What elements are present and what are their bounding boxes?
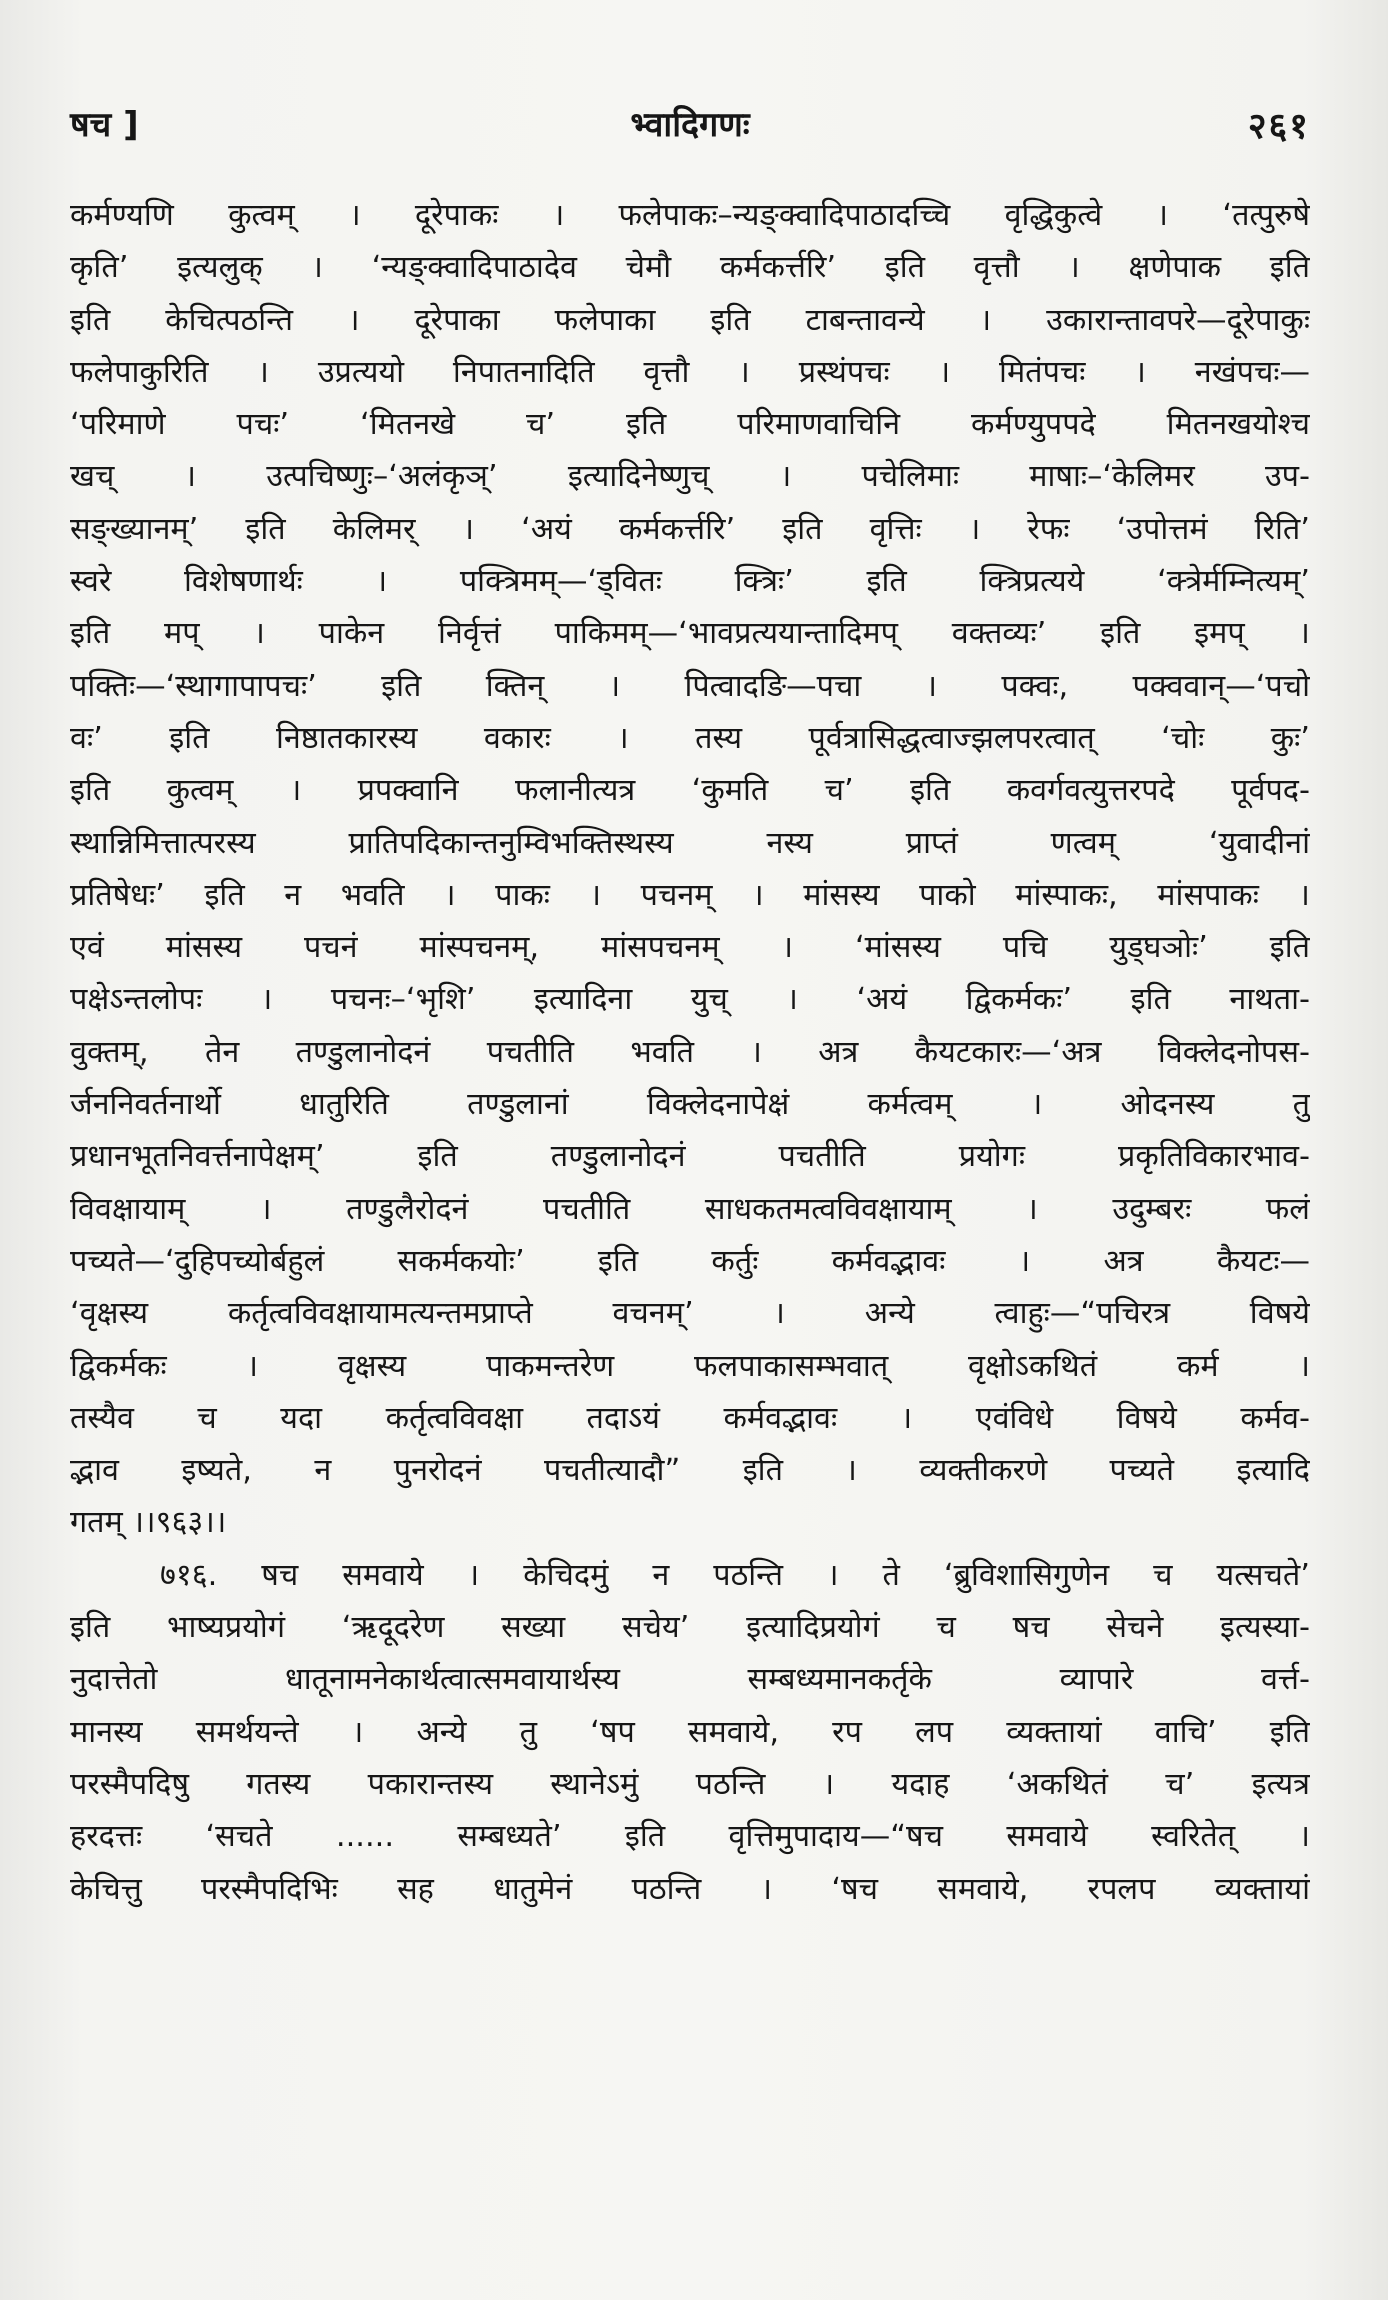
text-line: खच् । उत्पचिष्णुः–‘अलंकृञ्’ इत्यादिनेष्णुच् । पचेलिमाः माषाः–‘केलिमर उप-: [70, 459, 1310, 495]
text-line: वः’ इति निष्ठातकारस्य वकारः । तस्य पूर्वत्रासिद्धत्वाज्झलपरत्वात् ‘चोः कुः’: [70, 720, 1310, 756]
header-section-title: भ्वादिगणः: [630, 105, 750, 145]
text-line: गतम् ।।९६३।।: [70, 1505, 227, 1541]
text-line: ‘परिमाणे पचः’ ‘मितनखे च’ इति परिमाणवाचिनि कर्मण्युपपदे मितनखयोश्च: [70, 407, 1310, 443]
text-line: इति कुत्वम् । प्रपक्वानि फलानीत्यत्र ‘कुमति च’ इति कवर्गवत्युत्तरपदे पूर्वपद-: [70, 773, 1310, 809]
text-line: पक्तिः—‘स्थागापापचः’ इति क्तिन् । पित्वादङि—पचा । पक्वः, पक्ववान्—‘पचो: [70, 668, 1310, 704]
text-line: एवं मांसस्य पचनं मांस्पचनम्, मांसपचनम् । ‘मांसस्य पचि युड्घञोः’ इति: [70, 930, 1310, 966]
text-line: विवक्षायाम् । तण्डुलैरोदनं पचतीति साधकतमत्वविवक्षायाम् । उदुम्बरः फलं: [70, 1191, 1310, 1227]
text-line: र्जननिवर्तनार्थो धातुरिति तण्डुलानां विक्लेदनापेक्षं कर्मत्वम् । ओदनस्य तु: [70, 1087, 1310, 1123]
text-line: फलेपाकुरिति । उप्रत्ययो निपातनादिति वृत्तौ । प्रस्थंपचः । मितंपचः । नखंपचः—: [70, 354, 1310, 390]
page-number: २६१: [1247, 106, 1310, 147]
text-line: पक्षेऽन्तलोपः । पचनः–‘भृशि’ इत्यादिना युच् । ‘अयं द्विकर्मकः’ इति नाथता-: [70, 982, 1310, 1018]
text-line: सङ्ख्यानम्’ इति केलिमर् । ‘अयं कर्मकर्त्तरि’ इति वृत्तिः । रेफः ‘उपोत्तमं रिति’: [70, 511, 1310, 547]
text-line: केचित्तु परस्मैपदिभिः सह धातुमेनं पठन्ति । ‘षच समवाये, रपलप व्यक्तायां: [70, 1871, 1310, 1907]
running-header: [70, 100, 1310, 160]
text-line: हरदत्तः ‘सचते ...... सम्बध्यते’ इति वृत्तिमुपादाय—“षच समवाये स्वरितेत् ।: [70, 1819, 1310, 1855]
text-line: प्रतिषेधः’ इति न भवति । पाकः । पचनम् । मांसस्य पाको मांस्पाकः, मांसपाकः ।: [70, 877, 1310, 913]
text-line: तस्यैव च यदा कर्तृत्वविवक्षा तदाऽयं कर्मवद्भावः । एवंविधे विषये कर्मव-: [70, 1400, 1310, 1436]
text-line: द्विकर्मकः । वृक्षस्य पाकमन्तरेण फलपाकासम्भवात् वृक्षोऽकथितं कर्म ।: [70, 1348, 1310, 1384]
text-line: स्थान्निमित्तात्परस्य प्रातिपदिकान्तनुम्विभक्तिस्थस्य नस्य प्राप्तं णत्वम् ‘युवादीनां: [70, 825, 1310, 861]
text-line: प्रधानभूतनिवर्त्तनापेक्षम्’ इति तण्डुलानोदनं पचतीति प्रयोगः प्रकृतिविकारभाव-: [70, 1139, 1310, 1175]
text-line: नुदात्तेतो धातूनामनेकार्थत्वात्समवायार्थस्य सम्बध्यमानकर्तृके व्यापारे वर्त्त-: [70, 1662, 1310, 1698]
header-root-label: षच ]: [70, 105, 139, 145]
text-line: स्वरे विशेषणार्थः । पक्त्रिमम्—‘ड्वितः क्त्रिः’ इति क्त्रिप्रत्यये ‘क्त्रेर्मम्नित्यम्’: [70, 564, 1310, 600]
text-line: इति भाष्यप्रयोगं ‘ऋदूदरेण सख्या सचेय’ इत्यादिप्रयोगं च षच सेचने इत्यस्या-: [70, 1610, 1310, 1646]
text-line: वुक्तम्, तेन तण्डुलानोदनं पचतीति भवति । अत्र कैयटकारः—‘अत्र विक्लेदनोपस-: [70, 1034, 1310, 1070]
text-line: पच्यते—‘दुहिपच्योर्बहुलं सकर्मकयोः’ इति कर्तुः कर्मवद्भावः । अत्र कैयटः—: [70, 1243, 1310, 1279]
text-line: द्भाव इष्यते, न पुनरोदनं पचतीत्यादौ” इति । व्यक्तीकरणे पच्यते इत्यादि: [70, 1453, 1310, 1489]
text-line: कर्मण्यणि कुत्वम् । दूरेपाकः । फलेपाकः–न्यङ्क्वादिपाठादच्चि वृद्धिकुत्वे । ‘तत्पुरुषे: [70, 198, 1310, 233]
text-line: ७१६. षच समवाये । केचिदमुं न पठन्ति । ते ‘ब्रुविशासिगुणेन च यत्सचते’: [160, 1557, 1310, 1593]
text-line: परस्मैपदिषु गतस्य पकारान्तस्य स्थानेऽमुं पठन्ति । यदाह ‘अकथितं च’ इत्यत्र: [70, 1766, 1310, 1802]
text-line: ‘वृक्षस्य कर्तृत्वविवक्षायामत्यन्तमप्राप्ते वचनम्’ । अन्ये त्वाहुः—“पचिरत्र विषये: [70, 1296, 1310, 1332]
text-line: कृति’ इत्यलुक् । ‘न्यङ्क्वादिपाठादेव चेमौ कर्मकर्त्तरि’ इति वृत्तौ । क्षणेपाक इति: [70, 250, 1310, 286]
text-line: मानस्य समर्थयन्ते । अन्ये तु ‘षप समवाये, रप लप व्यक्तायां वाचि’ इति: [70, 1714, 1310, 1750]
text-line: इति केचित्पठन्ति । दूरेपाका फलेपाका इति टाबन्तावन्ये । उकारान्तावपरे—दूरेपाकुः: [70, 302, 1310, 338]
body-text: [70, 190, 1310, 1916]
text-line: इति मप् । पाकेन निर्वृत्तं पाकिमम्—‘भावप्रत्ययान्तादिमप् वक्तव्यः’ इति इमप् ।: [70, 616, 1310, 652]
